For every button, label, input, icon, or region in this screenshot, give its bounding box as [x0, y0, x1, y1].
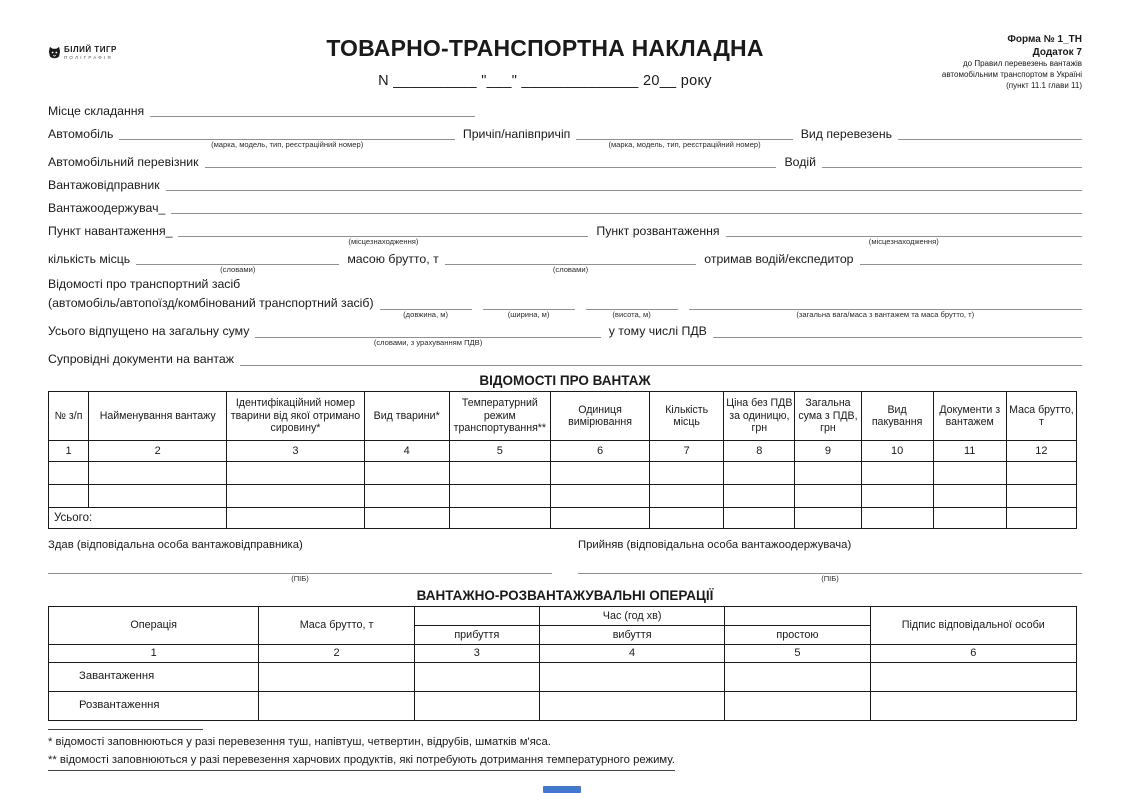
blank-line: [822, 152, 1082, 168]
column-header: Документи з вантажем: [933, 392, 1006, 441]
empty-cell: [795, 462, 861, 485]
total-label: Усього:: [49, 508, 227, 529]
empty-cell: [414, 663, 539, 692]
column-header: Найменування вантажу: [89, 392, 227, 441]
operation-label: Розвантаження: [49, 692, 259, 721]
operations-header-row: [49, 607, 1077, 626]
empty-cell: [933, 508, 1006, 529]
empty-cell: [449, 508, 550, 529]
column-header: Одиниця вимірювання: [550, 392, 649, 441]
field-loading-points-row: [48, 221, 1082, 247]
place-label: Місце складання: [48, 103, 145, 118]
empty-cell: [861, 508, 933, 529]
empty-cell: [861, 462, 933, 485]
column-number: 6: [550, 441, 649, 462]
driver-label: Водій: [784, 154, 817, 169]
tiger-logo-icon: [48, 46, 61, 64]
empty-cell: [861, 485, 933, 508]
empty-cell: [364, 508, 449, 529]
footnote-separator: [48, 729, 203, 730]
empty-cell: [89, 462, 227, 485]
operations-section-title: ВАНТАЖНО-РОЗВАНТАЖУВАЛЬНІ ОПЕРАЦІЇ: [416, 588, 714, 604]
empty-cell: [259, 692, 414, 721]
empty-cell: [650, 462, 724, 485]
column-number: 12: [1006, 441, 1076, 462]
cargo-section-title: ВІДОМОСТІ ПРО ВАНТАЖ: [479, 373, 651, 389]
gross-mass-label: масою брутто, т: [347, 251, 439, 266]
form-ref-annex: Додаток 7: [1032, 46, 1082, 58]
cargo-table-number-row: [49, 441, 1077, 462]
column-header: Кількість місць: [650, 392, 724, 441]
cargo-table-empty-row: [49, 485, 1077, 508]
column-header: Операція: [49, 607, 259, 645]
field-vehicle-dimensions-row: [48, 294, 1082, 320]
title-block: [233, 30, 857, 89]
column-number: 3: [414, 645, 539, 663]
column-header: Температурний режим транспортування**: [449, 392, 550, 441]
cargo-table-header-row: [49, 392, 1077, 441]
blank-line: [860, 249, 1082, 265]
empty-cell: [725, 692, 870, 721]
empty-cell: [650, 485, 724, 508]
height-caption: (висота, м): [612, 310, 651, 320]
total-sum-label: Усього відпущено на загальну суму: [48, 324, 250, 339]
column-header: Час (год хв): [539, 607, 724, 626]
empty-cell: [1006, 508, 1076, 529]
field-place-of-drawing: [48, 101, 1082, 118]
blank-line: [240, 350, 1082, 366]
empty-cell: [449, 485, 550, 508]
column-number: 8: [724, 441, 795, 462]
blank-line: [445, 249, 697, 275]
docs-label: Супровідні документи на вантаж: [48, 352, 234, 367]
blank-line: [689, 294, 1082, 320]
pib-caption: (ПІБ): [821, 574, 839, 584]
column-header: Загальна сума з ПДВ, грн: [795, 392, 861, 441]
form-ref-text1: до Правил перевезень вантажів: [963, 59, 1082, 68]
blank-line: [119, 124, 454, 150]
field-accompanying-docs-row: [48, 350, 1082, 367]
empty-cell: [725, 663, 870, 692]
empty-cell: [933, 462, 1006, 485]
blank-line: [255, 322, 600, 348]
operations-table: [48, 606, 1077, 721]
signature-line: [48, 553, 552, 584]
column-header: прибуття: [414, 626, 539, 645]
empty-cell: [724, 485, 795, 508]
empty-cell: [539, 663, 724, 692]
blank-line: [205, 152, 777, 168]
field-carrier-row: [48, 152, 1082, 169]
blank-line: [380, 294, 472, 320]
column-number: 6: [870, 645, 1076, 663]
empty-cell: [1006, 462, 1076, 485]
operation-label: Завантаження: [49, 663, 259, 692]
empty-cell: [795, 508, 861, 529]
column-number: 10: [861, 441, 933, 462]
column-header: Маса брутто, т: [259, 607, 414, 645]
blank-line: [576, 124, 792, 150]
column-header: № з/п: [49, 392, 89, 441]
operations-number-row: [49, 645, 1077, 663]
blank-line: [166, 175, 1082, 191]
operations-loading-row: [49, 663, 1077, 692]
cargo-table-empty-row: [49, 462, 1077, 485]
signatures-section: [48, 539, 1082, 584]
column-number: 1: [49, 645, 259, 663]
received-by-label: отримав водій/експедитор: [704, 251, 854, 266]
column-header: Ціна без ПДВ за одиницю, грн: [724, 392, 795, 441]
blank-line: [726, 221, 1082, 247]
blank-line: [136, 249, 339, 275]
column-number: 1: [49, 441, 89, 462]
blank-line: [150, 101, 475, 117]
footnote-1: * відомості заповнюються у разі перевезення туш, напівтуш, четвертин, відрубів, шматків м'яса.: [48, 736, 551, 749]
operations-unloading-row: [49, 692, 1077, 721]
document-number-line: N __________ "___" ______________ 20__ року: [378, 73, 712, 90]
blank-line: [898, 124, 1082, 140]
column-header: простою: [725, 626, 870, 645]
trailer-caption: (марка, модель, тип, реєстраційний номер): [608, 140, 761, 150]
column-number: 5: [725, 645, 870, 663]
empty-cell: [449, 462, 550, 485]
page-title: ТОВАРНО-ТРАНСПОРТНА НАКЛАДНА: [326, 35, 764, 61]
column-number: 2: [259, 645, 414, 663]
empty-cell: [870, 663, 1076, 692]
form-ref-number: Форма № 1_ТН: [1007, 34, 1082, 45]
width-caption: (ширина, м): [507, 310, 550, 320]
column-header: Вид тварини*: [364, 392, 449, 441]
gave-label: Здав (відповідальна особа вантажовідправника): [48, 539, 303, 552]
field-consignee-row: [48, 198, 1082, 215]
empty-cell: [795, 485, 861, 508]
field-vehicle-row: [48, 124, 1082, 150]
empty-cell: [49, 462, 89, 485]
received-label: Прийняв (відповідальна особа вантажоодержувача): [578, 539, 852, 552]
column-number: 2: [89, 441, 227, 462]
form-ref-text2: автомобільним транспортом в Україні: [941, 69, 1082, 79]
column-header: вибуття: [539, 626, 724, 645]
column-number: 3: [227, 441, 364, 462]
loading-point-caption: (місцезнаходження): [348, 237, 419, 247]
empty-cell: [49, 485, 89, 508]
vehicle-caption: (марка, модель, тип, реєстраційний номер): [211, 140, 364, 150]
blank-line: [586, 294, 678, 320]
field-vehicle-info-title: [48, 277, 1082, 292]
column-number: 11: [933, 441, 1006, 462]
places-count-caption: (словами): [220, 265, 256, 275]
bottom-scrollbar-thumb[interactable]: [543, 786, 581, 793]
empty-cell: [414, 692, 539, 721]
signature-consignee: [552, 539, 1082, 584]
length-caption: (довжина, м): [403, 310, 448, 320]
signature-line: [578, 553, 1082, 584]
column-header: Маса брутто, т: [1006, 392, 1076, 441]
field-total-sum-row: [48, 322, 1082, 348]
cargo-table: [48, 391, 1077, 529]
trailer-label: Причіп/напівпричіп: [462, 126, 571, 141]
carrier-label: Автомобільний перевізник: [48, 154, 199, 169]
empty-cell: [227, 485, 364, 508]
shipper-label: Вантажовідправник: [48, 177, 160, 192]
empty-cell: [933, 485, 1006, 508]
pib-caption: (ПІБ): [291, 574, 309, 584]
cargo-table-total-row: [49, 508, 1077, 529]
logo-subtitle: ПОЛІГРАФІЯ: [64, 55, 113, 60]
form-ref-text3: (пункт 11.1 глави 11): [1006, 80, 1082, 90]
empty-cell: [870, 692, 1076, 721]
signature-shipper: [48, 539, 552, 584]
column-number: 5: [449, 441, 550, 462]
unloading-point-label: Пункт розвантаження: [596, 223, 720, 238]
empty-cell: [259, 663, 414, 692]
blank-line: [178, 221, 588, 247]
empty-cell: [550, 462, 649, 485]
blank-line: [713, 322, 1082, 338]
logo: [48, 30, 233, 64]
vehicle-label: Автомобіль: [48, 126, 114, 141]
column-number: 4: [364, 441, 449, 462]
empty-cell: [227, 462, 364, 485]
field-quantity-row: [48, 249, 1082, 275]
column-header: Вид пакування: [861, 392, 933, 441]
vehicle-info-label: Відомості про транспортний засіб: [48, 277, 241, 292]
total-sum-caption: (словами, з урахуванням ПДВ): [373, 338, 483, 348]
loading-point-label: Пункт навантаження_: [48, 223, 173, 238]
field-shipper-row: [48, 175, 1082, 192]
total-weight-caption: (загальна вага/маса з вантажем та маса брутто, т): [796, 310, 975, 320]
consignee-label: Вантажоодержувач_: [48, 200, 166, 215]
column-number: 4: [539, 645, 724, 663]
empty-header-cell: [725, 607, 870, 626]
empty-header-cell: [414, 607, 539, 626]
form-reference: [857, 30, 1082, 91]
vehicle-info-label2: (автомобіль/автопоїзд/комбінований транспортний засіб): [48, 296, 374, 311]
empty-cell: [1006, 485, 1076, 508]
empty-cell: [364, 485, 449, 508]
transport-type-label: Вид перевезень: [800, 126, 893, 141]
places-count-label: кількість місць: [48, 251, 131, 266]
empty-cell: [364, 462, 449, 485]
header: [48, 30, 1082, 91]
gross-mass-caption: (словами): [552, 265, 589, 275]
column-header: Підпис відповідальної особи: [870, 607, 1076, 645]
blank-line: [171, 198, 1082, 214]
logo-name: БІЛИЙ ТИГР: [64, 45, 117, 54]
unloading-point-caption: (місцезнаходження): [868, 237, 939, 247]
footnote-2: [48, 752, 1082, 772]
empty-cell: [550, 485, 649, 508]
footnote-2-text: ** відомості заповнюються у разі перевезення харчових продуктів, які потребують дотримання температурного режиму.: [48, 752, 675, 772]
vat-label: у тому числі ПДВ: [608, 324, 707, 339]
blank-line: [483, 294, 575, 320]
column-number: 9: [795, 441, 861, 462]
empty-cell: [724, 462, 795, 485]
column-number: 7: [650, 441, 724, 462]
empty-cell: [227, 508, 364, 529]
empty-cell: [724, 508, 795, 529]
empty-cell: [539, 692, 724, 721]
column-header: Ідентифікаційний номер тварини від якої отримано сировину*: [227, 392, 364, 441]
empty-cell: [89, 485, 227, 508]
empty-cell: [650, 508, 724, 529]
empty-cell: [550, 508, 649, 529]
